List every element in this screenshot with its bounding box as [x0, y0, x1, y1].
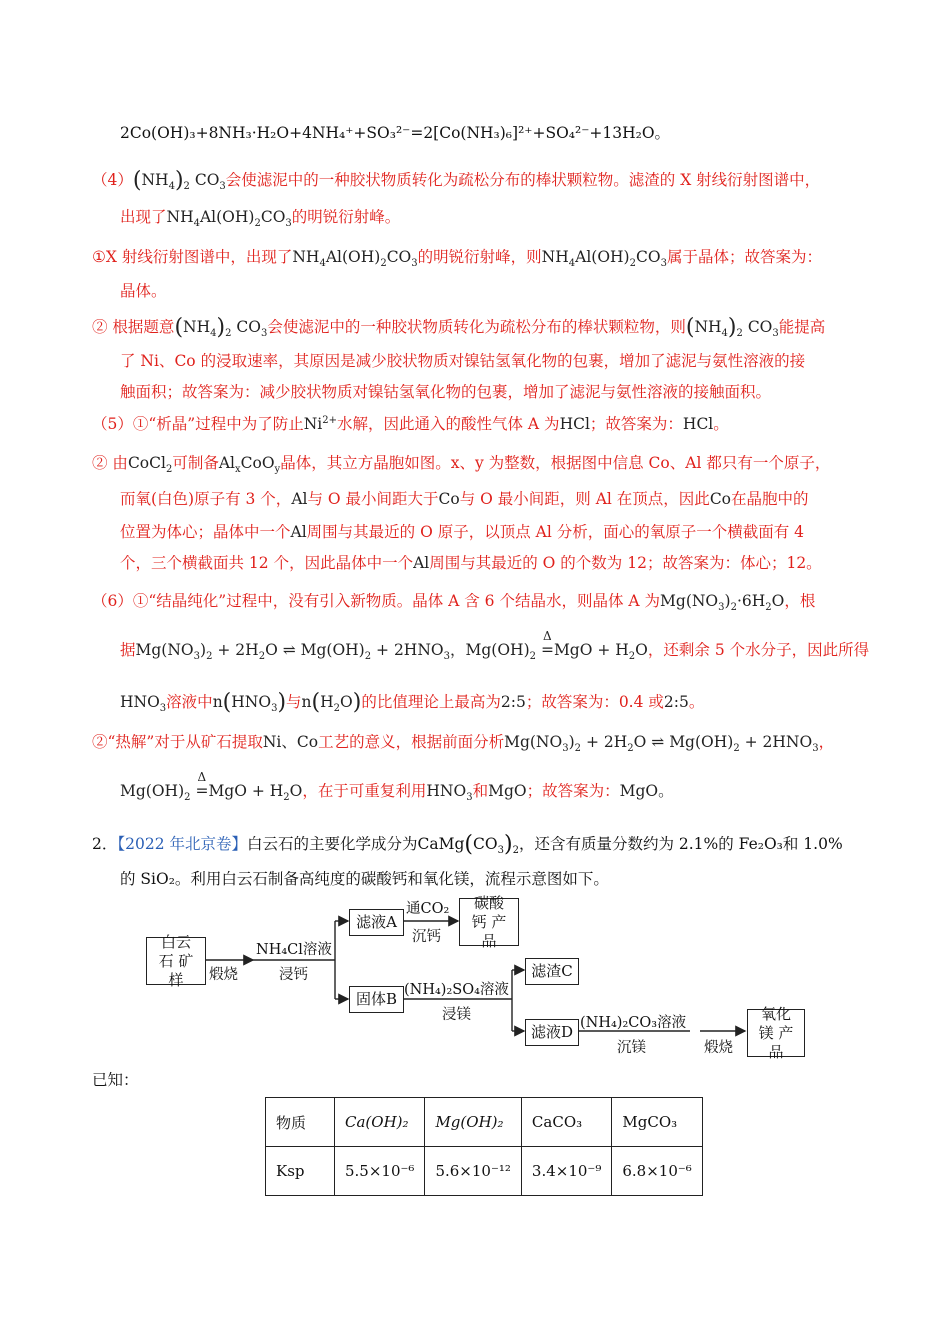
- p5-l5b: 周围与其最近的 O 的个数为 12；故答案为：体心；12。: [429, 554, 822, 572]
- p4-q2-line2: [120, 350, 805, 372]
- p6-l4b: 工艺的意义，根据前面分析: [318, 733, 505, 751]
- p6-ratio-1: 2:5: [500, 693, 526, 711]
- ksp-table: [265, 1097, 703, 1196]
- leach-process-label: 浸钙: [279, 967, 308, 983]
- co2-process-label: 沉钙: [412, 929, 441, 945]
- p4-line2: 出现了$NH_4Al(OH)_2CO_3$的明锐衍射峰。: [120, 208, 401, 230]
- table-header-cell: Mg(OH)₂: [425, 1098, 521, 1147]
- caco3-product-box: [459, 893, 519, 950]
- p5-l2b: 可制备: [172, 454, 219, 472]
- p6-l1a: （6）①“结晶纯化”过程中，没有引入新物质。晶体 A 含 6 个结晶水，则晶体 A 为: [92, 592, 661, 610]
- so4-process-label: 浸镁: [442, 1007, 471, 1023]
- table-row: [266, 1147, 703, 1196]
- q2-num: 2．: [92, 835, 118, 853]
- p4-q2d: 了 Ni、Co 的浸取速率，其原因是减少胶状物质对镍钴氢氧化物的包裹，增加了滤泥与氨性溶液的接: [120, 352, 806, 370]
- q2-l1a: 白云石的主要化学成分为: [247, 835, 418, 853]
- table-cell: 6.8×10⁻⁶: [612, 1147, 702, 1196]
- mgo-product-label: 氧化镁 产品: [758, 1004, 794, 1061]
- solid-b-box: [349, 986, 404, 1013]
- p5-l4: 位置为体心；晶体中一个: [120, 523, 291, 541]
- p6-l2a: 据: [120, 641, 136, 659]
- p5-line2: ② 由CoCl$_2$可制备$Al_xCoO_y$晶体，其立方晶胞如图。x、y 为整数，根据图中信息 Co、Al 都只有一个原子，: [92, 454, 831, 476]
- p4-q1-line1: ①X 射线衍射图谱中，出现了$NH_4Al(OH)_2CO_3$的明锐衍射峰，则$NH_4Al(OH)_2CO_3$属于晶体；故答案为：: [92, 248, 822, 270]
- p6-l1b: ，根: [784, 592, 816, 610]
- p6-l3a: 溶液中: [166, 693, 213, 711]
- p4-q2-line1: ② 根据题意$(NH_4)_2$ $CO_3$会使滤泥中的一种胶状物质转化为疏松分布的棒状颗粒物，则$(NH_4)_2$ $CO_3$能提高: [92, 315, 826, 340]
- filtrate-d-box: [525, 1019, 579, 1046]
- p5-l3b: 与 O 最小间距大于: [307, 490, 439, 508]
- p5-l3c: 与 O 最小间距，则 Al 在顶点，因此: [459, 490, 710, 508]
- p6-l4a: ②“热解”对于从矿石提取: [92, 733, 263, 751]
- p6-mgo: MgO: [619, 782, 659, 800]
- table-cell: 3.4×10⁻⁹: [521, 1147, 611, 1196]
- filtrate-a-box: [349, 909, 404, 936]
- residue-c-box: [525, 958, 579, 985]
- table-row-label: Ksp: [266, 1147, 335, 1196]
- p4-q2c: 能提高: [778, 318, 826, 336]
- p4-q2b: 会使滤泥中的一种胶状物质转化为疏松分布的棒状颗粒物，则: [267, 318, 686, 336]
- p6-l3c: 的比值理论上最高为: [361, 693, 501, 711]
- p6-l5b: 和: [472, 782, 489, 800]
- p5-l2a: ② 由: [92, 454, 128, 472]
- q2-source-tag: 【2022 年北京卷】: [117, 835, 247, 853]
- p4-q2a: ② 根据题意: [92, 318, 175, 336]
- p4-text2: 出现了: [120, 208, 167, 226]
- filtrate-d-label: 滤液D: [530, 1023, 574, 1041]
- q2-line2: [120, 868, 609, 890]
- p5-line3: 而氧(白色)原子有 3 个，Al与 O 最小间距大于Co与 O 最小间距，则 Al 在顶点，因此Co在晶胞中的: [120, 490, 809, 508]
- co2-reagent-label: 通CO₂: [406, 901, 450, 917]
- p5-line4: 位置为体心；晶体中一个Al周围与其最近的 O 原子，以顶点 Al 分析，面心的氧原子一个横截面有 4: [120, 523, 805, 541]
- co3-reagent-label: (NH₄)₂CO₃溶液: [580, 1015, 687, 1031]
- p6-l3b: 与: [286, 693, 302, 711]
- p5-l1b: 水解，因此通入的酸性气体 A 为: [337, 415, 560, 433]
- p5-l5: 个，三个横截面共 12 个，因此晶体中一个: [120, 554, 414, 572]
- p4-q1a: ①X 射线衍射图谱中，出现了: [92, 248, 293, 266]
- table-header-row: [266, 1098, 703, 1147]
- table-header-cell: MgCO₃: [612, 1098, 702, 1147]
- leach-reagent-label: NH₄Cl溶液: [256, 942, 332, 958]
- p4-q1b: 的明锐衍射峰，则: [417, 248, 542, 266]
- p5-l1c: ；故答案为：: [589, 415, 683, 433]
- p5-l2c: 晶体，其立方晶胞如图。x、y 为整数，根据图中信息 Co、Al 都只有一个原子，: [280, 454, 831, 472]
- p6-l2b: ，还剩余 5 个水分子，因此所得: [647, 641, 870, 659]
- p6-line3: $HNO_3$溶液中$n(HNO_3)$与$n(H_2O)$的比值理论上最高为2:5；故答案为：0.4 或2:5。: [120, 690, 705, 715]
- calcine-label-2: 煅烧: [704, 1040, 733, 1056]
- table-header-cell: Ca(OH)₂: [335, 1098, 425, 1147]
- p4-q1-line2: [120, 280, 167, 302]
- p6-line4: ②“热解”对于从矿石提取Ni、Co工艺的意义，根据前面分析$Mg(NO_3)_2 + 2H_2O$ ⇌ $Mg(OH)_2 + 2HNO_3$，: [92, 733, 835, 755]
- p6-line1: （6）①“结晶纯化”过程中，没有引入新物质。晶体 A 含 6 个结晶水，则晶体 A 为$Mg(NO_3)_2\cdot 6H_2O$，根: [92, 592, 816, 614]
- filtrate-a-label: 滤液A: [356, 913, 397, 931]
- p5-hcl-1: HCl: [559, 415, 590, 433]
- table-cell: 5.6×10⁻¹²: [425, 1147, 521, 1196]
- p6-l5a: ，在于可重复利用: [302, 782, 427, 800]
- p6-l3d: ；故答案为：0.4 或: [525, 693, 664, 711]
- p4-q2-line3: [120, 381, 771, 403]
- p4-text3: 的明锐衍射峰。: [291, 208, 401, 226]
- calcine-label-1: 煅烧: [209, 967, 238, 983]
- co3-process-label: 沉镁: [617, 1040, 646, 1056]
- table-header-cell: CaCO₃: [521, 1098, 611, 1147]
- q2-l2: 的 SiO₂。利用白云石制备高纯度的碳酸钙和氧化镁，流程示意图如下。: [120, 870, 609, 888]
- p4-q1c: 属于晶体；故答案为：: [666, 248, 822, 266]
- table-header-cell: 物质: [266, 1098, 335, 1147]
- equation-top: [120, 122, 670, 144]
- p5-l3a: 而氧(白色)原子有 3 个，: [120, 490, 292, 508]
- table-cell: 5.5×10⁻⁶: [335, 1147, 425, 1196]
- p6-line2: 据$Mg(NO_3)_2 + 2H_2O$ ⇌ $Mg(OH)_2 + 2HNO_3$，$Mg(OH)_2$ Δ $=MgO + H_2O$，还剩余 5 个水分子，因此所得: [120, 629, 870, 663]
- p4-q1d: 晶体。: [120, 282, 167, 300]
- p5-line5: 个，三个横截面共 12 个，因此晶体中一个Al周围与其最近的 O 的个数为 12；故答案为：体心；12。: [120, 554, 822, 572]
- residue-c-label: 滤渣C: [531, 962, 573, 980]
- p6-line5: $Mg(OH)_2$ Δ $=MgO + H_2O$，在于可重复利用$HNO_3$和MgO；故答案为：MgO。: [120, 770, 674, 804]
- p4-line1: $(4)(NH_4)_2$ $CO_3$会使滤泥中的一种胶状物质转化为疏松分布的棒状颗粒物。滤渣的 X 射线衍射图谱中，: [92, 168, 821, 193]
- p5-l3d: 在晶胞中的: [731, 490, 809, 508]
- equation-text: 2Co(OH)₃+8NH₃·H₂O+4NH₄⁺+SO₃²⁻=2[Co(NH₃)₆]²⁺+SO₄²⁻+13H₂O。: [120, 124, 671, 142]
- caco3-product-label: 碳酸钙 产品: [471, 893, 507, 950]
- p4-num: （4）: [92, 171, 133, 189]
- p5-l1a: （5）①“析晶”过程中为了防止: [92, 415, 304, 433]
- p5-line1: （5）①“析晶”过程中为了防止$Ni^{2+}$水解，因此通入的酸性气体 A 为HCl；故答案为：HCl。: [92, 414, 729, 433]
- mgo-product-box: [747, 1004, 805, 1061]
- p4-text1: 会使滤泥中的一种胶状物质转化为疏松分布的棒状颗粒物。滤渣的 X 射线衍射图谱中，: [225, 171, 821, 189]
- q2-line1: 2．【2022 年北京卷】白云石的主要化学成分为$CaMg(CO_3)_2$，还含有质量分数约为 2.1%的 Fe₂O₃和 1.0%: [92, 832, 843, 857]
- p6-l5c: ；故答案为：: [526, 782, 620, 800]
- raw-ore-box: [146, 932, 206, 989]
- p5-l4b: 周围与其最近的 O 原子，以顶点 Al 分析，面心的氧原子一个横截面有 4: [306, 523, 805, 541]
- q2-l1b: ，还含有质量分数约为 2.1%的 Fe₂O₃和 1.0%: [518, 835, 843, 853]
- solid-b-label: 固体B: [355, 990, 398, 1008]
- p4-q2e: 触面积；故答案为：减少胶状物质对镍钴氢氧化物的包裹，增加了滤泥与氨性溶液的接触面积。: [120, 383, 772, 401]
- raw-ore-label: 白云石 矿样: [158, 932, 194, 989]
- known-label: 已知：: [92, 1071, 139, 1089]
- so4-reagent-label: (NH₄)₂SO₄溶液: [404, 982, 509, 998]
